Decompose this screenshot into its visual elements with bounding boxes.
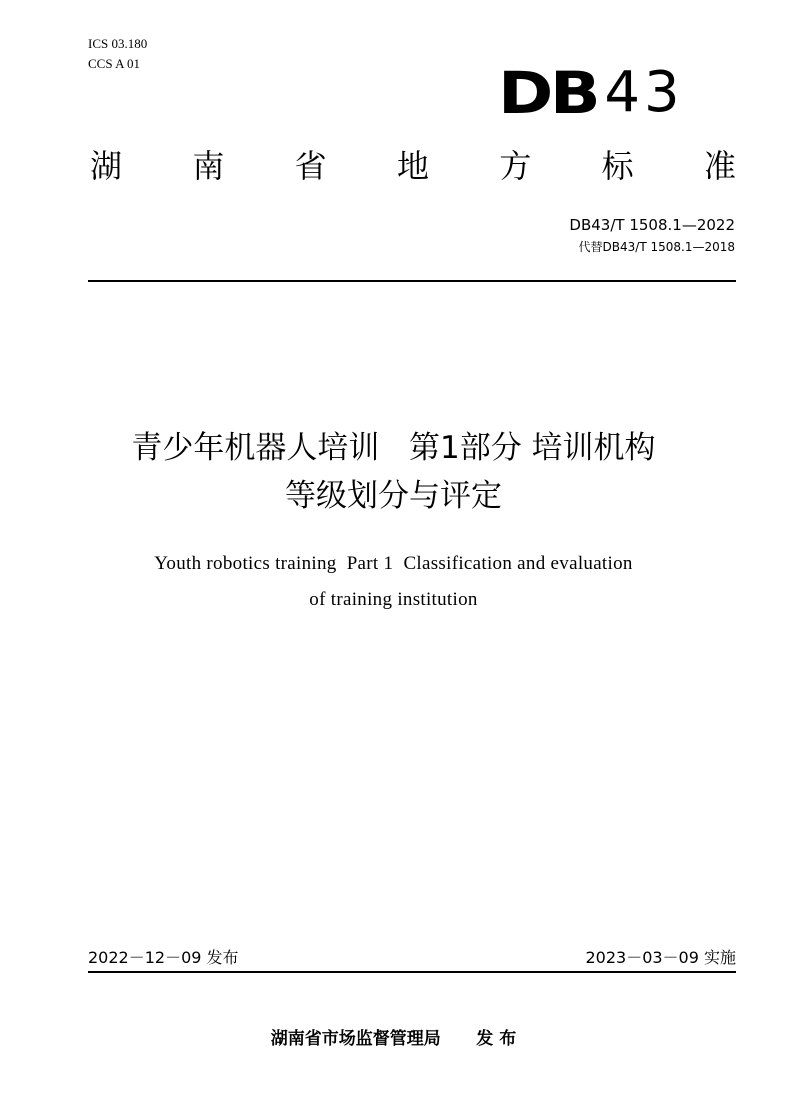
standard-type-char: 南	[192, 147, 225, 185]
standard-type-char: 地	[396, 147, 429, 185]
header-divider	[88, 280, 736, 282]
ics-code: ICS 03.180	[88, 36, 148, 51]
english-title-line-1: Youth robotics training Part 1 Classification and evaluation	[154, 553, 633, 574]
implementation-date: 2023－03－09 实施	[585, 948, 736, 967]
province-code: 43	[604, 60, 684, 125]
standard-type-char: 标	[601, 147, 634, 185]
issuing-authority: 湖南省市场监督管理局 发 布	[270, 1029, 517, 1049]
footer-divider	[88, 971, 736, 973]
db-logo	[498, 59, 684, 127]
standard-type-title	[90, 142, 736, 190]
standard-type-char: 准	[703, 147, 736, 185]
standard-number: DB43/T 1508.1—2022	[569, 216, 735, 234]
chinese-title	[0, 424, 787, 520]
issue-date: 2022－12－09 发布	[88, 948, 239, 967]
standard-type-char: 湖	[90, 147, 123, 185]
standard-type-char: 省	[294, 147, 327, 185]
english-title-line-2: of training institution	[309, 589, 478, 610]
replaces-standard: 代替DB43/T 1508.1—2018	[578, 240, 735, 254]
classification-codes	[88, 34, 147, 74]
standard-type-char: 方	[499, 147, 532, 185]
chinese-title-line-1: 青少年机器人培训 第1部分 培训机构	[131, 430, 656, 466]
db-mark: DB	[498, 59, 598, 127]
chinese-title-line-2: 等级划分与评定	[285, 478, 502, 514]
english-title	[0, 546, 787, 618]
ccs-code: CCS A 01	[88, 56, 141, 71]
